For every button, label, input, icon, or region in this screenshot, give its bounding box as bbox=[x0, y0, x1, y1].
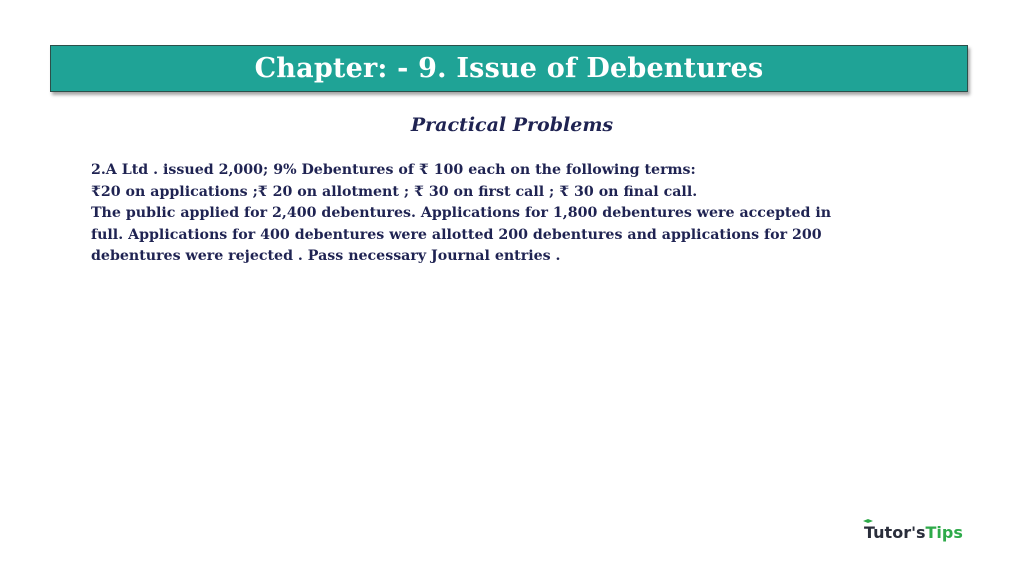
logo-text-accent: Tips bbox=[925, 522, 963, 542]
chapter-title-banner bbox=[50, 45, 968, 92]
logo-text-primary: Tutor's bbox=[864, 522, 926, 542]
tutors-tips-logo bbox=[864, 519, 963, 545]
problem-line: The public applied for 2,400 debentures. Applications for 1,800 debentures were accepted in bbox=[91, 205, 832, 221]
problem-statement bbox=[91, 160, 891, 268]
section-subtitle: Practical Problems bbox=[410, 114, 614, 136]
problem-line: full. Applications for 400 debentures were allotted 200 debentures and applications for 200 bbox=[91, 226, 822, 243]
problem-line: ₹20 on applications ;₹ 20 on allotment ; ₹ 30 on first call ; ₹ 30 on final call. bbox=[91, 183, 698, 200]
problem-line: debentures were rejected . Pass necessary Journal entries . bbox=[91, 248, 561, 264]
chapter-title: Chapter: - 9. Issue of Debentures bbox=[254, 53, 764, 84]
problem-line: 2.A Ltd . issued 2,000; 9% Debentures of ₹ 100 each on the following terms: bbox=[91, 162, 696, 178]
graduation-cap-icon bbox=[863, 519, 873, 524]
